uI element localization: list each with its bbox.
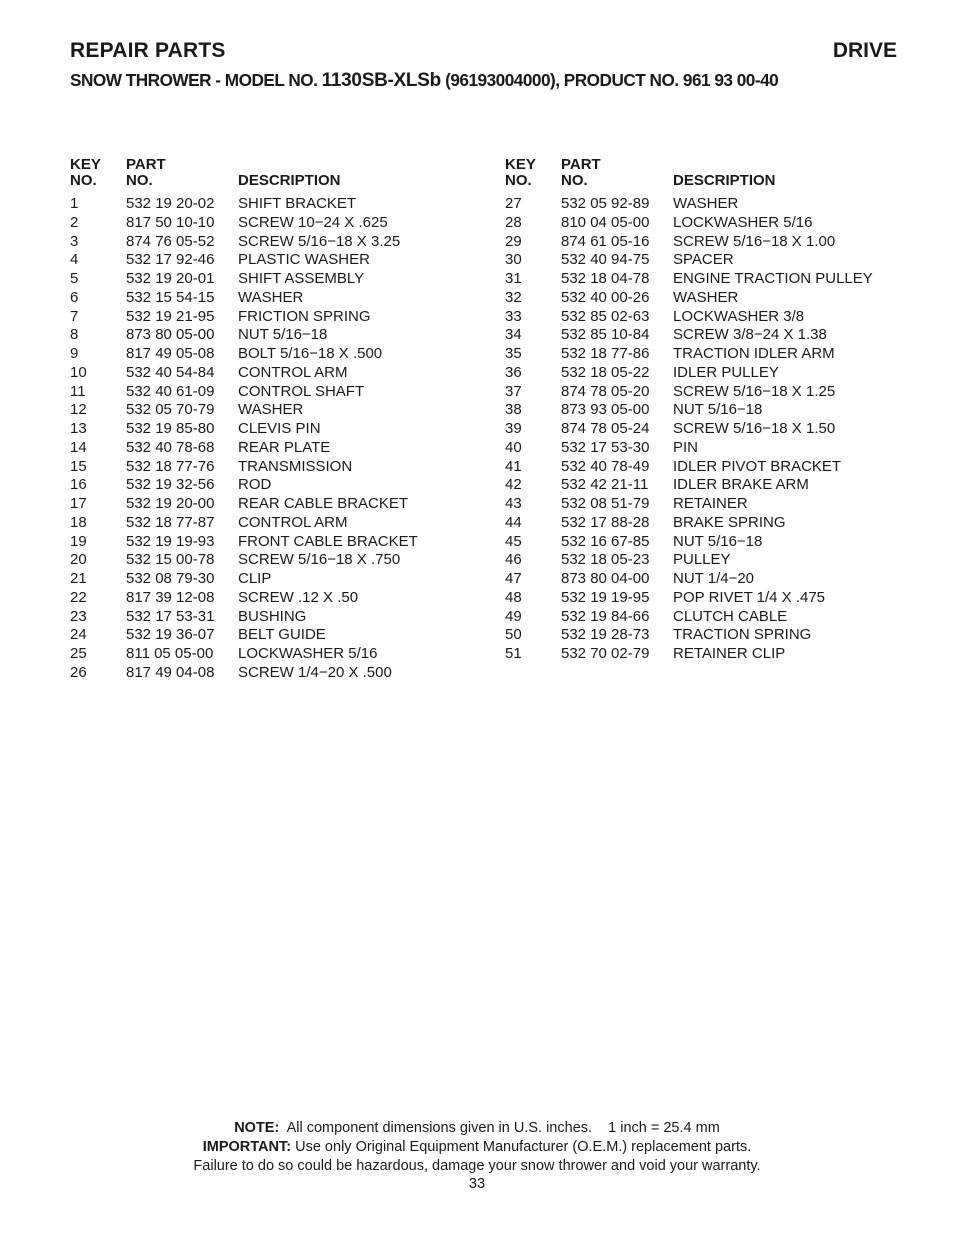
part-description: FRICTION SPRING (238, 307, 371, 325)
page-footer (0, 1119, 954, 1194)
part-description: RETAINER CLIP (673, 645, 786, 662)
part-description: LOCKWASHER 5/16 (673, 213, 813, 231)
part-number: 532 05 70-79 (126, 401, 215, 419)
part-number: 532 15 00-78 (126, 551, 215, 569)
key-number: 23 (70, 607, 87, 625)
part-description: IDLER PIVOT BRACKET (673, 457, 842, 475)
part-number: 532 19 20-00 (126, 495, 215, 512)
key-number: 17 (70, 495, 87, 512)
key-number: 20 (70, 551, 87, 569)
part-description: FRONT CABLE BRACKET (238, 532, 418, 550)
part-number: 532 17 53-30 (561, 438, 650, 456)
important-line: IMPORTANT: Use only Original Equipment Manufacturer (O.E.M.) replacement parts. (202, 1138, 752, 1155)
part-number: 532 18 04-78 (561, 270, 650, 287)
part-number: 873 80 04-00 (561, 570, 650, 587)
key-no-header: KEY NO. (505, 156, 536, 189)
key-number: 51 (505, 645, 522, 662)
part-number: 532 19 19-95 (561, 588, 650, 606)
key-number: 21 (70, 570, 87, 587)
model-number: 1130SB-XLSb (321, 70, 441, 91)
key-number: 5 (70, 270, 79, 287)
part-number: 532 18 05-22 (561, 363, 650, 381)
part-description: IDLER BRAKE ARM (673, 476, 809, 494)
part-number: 532 40 00-26 (561, 288, 650, 306)
part-description: ENGINE TRACTION PULLEY (673, 270, 873, 287)
part-number: 532 18 77-76 (126, 457, 215, 475)
part-number: 532 18 77-87 (126, 513, 215, 531)
part-description: CONTROL ARM (238, 363, 348, 381)
key-number: 37 (505, 382, 522, 400)
part-description: WASHER (238, 401, 304, 419)
part-number: 532 19 32-56 (126, 476, 215, 494)
key-number: 38 (505, 401, 522, 419)
part-description: LOCKWASHER 5/16 (238, 645, 378, 662)
part-number: 532 40 78-68 (126, 438, 215, 456)
part-number: 874 78 05-20 (561, 382, 650, 400)
part-description: WASHER (673, 288, 739, 306)
part-description: BUSHING (238, 607, 307, 625)
part-number: 532 40 78-49 (561, 457, 650, 475)
part-description: SCREW 1/4−20 X .500 (238, 663, 392, 681)
key-number: 33 (505, 307, 522, 325)
part-no-header: PART NO. (561, 156, 601, 189)
key-number: 49 (505, 607, 522, 625)
key-number: 36 (505, 363, 522, 381)
category-title: DRIVE (832, 39, 897, 62)
part-description: SHIFT BRACKET (238, 195, 357, 212)
part-description: TRANSMISSION (238, 457, 353, 475)
part-description: TRACTION SPRING (673, 626, 812, 644)
key-number: 7 (70, 307, 79, 325)
part-number: 532 18 05-23 (561, 551, 650, 569)
section-title: REPAIR PARTS (70, 39, 226, 62)
key-number: 43 (505, 495, 522, 512)
part-description: BELT GUIDE (238, 626, 326, 644)
part-number: 817 49 05-08 (126, 345, 215, 362)
part-description: ROD (238, 476, 272, 494)
part-description: BOLT 5/16−18 X .500 (238, 345, 383, 362)
part-description: IDLER PULLEY (673, 363, 779, 381)
model-subtitle (70, 70, 900, 92)
key-number: 11 (70, 382, 86, 400)
part-number: 532 19 19-93 (126, 532, 215, 550)
part-number: 811 05 05-00 (126, 645, 214, 662)
key-number: 39 (505, 420, 522, 437)
part-description: RETAINER (673, 495, 748, 512)
key-number: 47 (505, 570, 522, 587)
subtitle-prefix: SNOW THROWER - MODEL NO. (70, 70, 322, 90)
part-number: 817 49 04-08 (126, 663, 215, 681)
key-number: 34 (505, 326, 522, 344)
key-number: 46 (505, 551, 522, 569)
part-number: 873 80 05-00 (126, 326, 215, 344)
part-description: REAR PLATE (238, 438, 331, 456)
key-number: 19 (70, 532, 87, 550)
key-number: 45 (505, 532, 522, 550)
part-description: REAR CABLE BRACKET (238, 495, 409, 512)
part-description: SCREW 3/8−24 X 1.38 (673, 326, 827, 344)
key-number: 10 (70, 363, 87, 381)
part-description: WASHER (673, 195, 739, 212)
key-number: 40 (505, 438, 522, 456)
part-number: 532 08 79-30 (126, 570, 215, 587)
page-number: 33 (468, 1176, 486, 1193)
part-number: 532 05 92-89 (561, 195, 650, 212)
part-description: LOCKWASHER 3/8 (673, 307, 805, 325)
note-line: NOTE: All component dimensions given in U.S. inches. 1 inch = 25.4 mm (234, 1120, 720, 1136)
description-header: DESCRIPTION (238, 172, 341, 189)
part-number: 532 16 67-85 (561, 532, 650, 550)
part-description: SPACER (673, 251, 734, 269)
part-description: SCREW 5/16−18 X .750 (238, 551, 401, 569)
part-number: 817 50 10-10 (126, 213, 215, 231)
part-description: SHIFT ASSEMBLY (238, 270, 365, 287)
part-number: 532 19 28-73 (561, 626, 650, 644)
part-number: 532 42 21-11 (561, 476, 649, 494)
part-description: CONTROL SHAFT (238, 382, 365, 400)
part-number: 532 85 02-63 (561, 307, 650, 325)
key-number: 6 (70, 288, 79, 306)
part-description: CLIP (238, 570, 272, 587)
key-number: 27 (505, 195, 522, 212)
part-description: NUT 1/4−20 (673, 570, 755, 587)
part-number: 532 19 20-01 (126, 270, 215, 287)
key-number: 29 (505, 232, 522, 250)
part-number: 532 85 10-84 (561, 326, 650, 344)
part-number: 810 04 05-00 (561, 213, 650, 231)
part-number: 532 19 84-66 (561, 607, 650, 625)
part-description: CONTROL ARM (238, 513, 348, 531)
key-number: 18 (70, 513, 87, 531)
key-no-header: KEY NO. (70, 156, 101, 189)
part-number: 873 93 05-00 (561, 401, 650, 419)
part-number: 532 08 51-79 (561, 495, 650, 512)
key-number: 25 (70, 645, 87, 662)
part-number: 874 61 05-16 (561, 232, 650, 250)
key-number: 14 (70, 438, 87, 456)
part-no-header: PART NO. (126, 156, 166, 189)
key-number: 24 (70, 626, 87, 644)
part-description: SCREW .12 X .50 (238, 588, 359, 606)
key-number: 16 (70, 476, 87, 494)
part-number: 532 40 61-09 (126, 382, 215, 400)
description-header: DESCRIPTION (673, 172, 776, 189)
part-description: SCREW 5/16−18 X 3.25 (238, 232, 401, 250)
key-number: 22 (70, 588, 87, 606)
part-description: NUT 5/16−18 (673, 401, 763, 419)
part-description: PULLEY (673, 551, 731, 569)
key-number: 31 (505, 270, 522, 287)
part-number: 532 17 92-46 (126, 251, 215, 269)
part-description: POP RIVET 1/4 X .475 (673, 588, 826, 606)
key-number: 15 (70, 457, 87, 475)
key-number: 32 (505, 288, 522, 306)
part-number: 532 19 85-80 (126, 420, 215, 437)
part-number: 532 40 94-75 (561, 251, 650, 269)
key-number: 1 (70, 195, 79, 212)
key-number: 4 (70, 251, 79, 269)
part-description: NUT 5/16−18 (673, 532, 763, 550)
key-number: 28 (505, 213, 522, 231)
part-description: SCREW 10−24 X .625 (238, 213, 388, 231)
part-number: 532 17 53-31 (126, 607, 215, 625)
part-number: 532 70 02-79 (561, 645, 650, 662)
part-number: 874 76 05-52 (126, 232, 215, 250)
key-number: 30 (505, 251, 522, 269)
key-number: 3 (70, 232, 79, 250)
part-description: SCREW 5/16−18 X 1.00 (673, 232, 836, 250)
key-number: 44 (505, 513, 522, 531)
part-description: PIN (673, 438, 699, 456)
part-number: 532 17 88-28 (561, 513, 650, 531)
part-description: PLASTIC WASHER (238, 251, 370, 269)
key-number: 2 (70, 213, 79, 231)
part-number: 532 15 54-15 (126, 288, 215, 306)
key-number: 35 (505, 345, 522, 362)
subtitle-suffix: (96193004000), PRODUCT NO. 961 93 00-40 (440, 70, 779, 90)
part-description: CLEVIS PIN (238, 420, 321, 437)
key-number: 9 (70, 345, 79, 362)
key-number: 48 (505, 588, 522, 606)
part-description: WASHER (238, 288, 304, 306)
part-description: SCREW 5/16−18 X 1.25 (673, 382, 836, 400)
key-number: 42 (505, 476, 522, 494)
part-description: CLUTCH CABLE (673, 607, 788, 625)
warning-line: Failure to do so could be hazardous, damage your snow thrower and void your warranty. (193, 1157, 761, 1174)
part-number: 817 39 12-08 (126, 588, 215, 606)
part-number: 532 19 36-07 (126, 626, 215, 644)
part-number: 532 40 54-84 (126, 363, 215, 381)
part-number: 874 78 05-24 (561, 420, 650, 437)
key-number: 8 (70, 326, 79, 344)
part-description: NUT 5/16−18 (238, 326, 328, 344)
part-description: BRAKE SPRING (673, 513, 786, 531)
part-description: SCREW 5/16−18 X 1.50 (673, 420, 836, 437)
key-number: 41 (505, 457, 522, 475)
key-number: 13 (70, 420, 87, 437)
part-number: 532 18 77-86 (561, 345, 650, 362)
key-number: 50 (505, 626, 522, 644)
part-number: 532 19 20-02 (126, 195, 215, 212)
part-description: TRACTION IDLER ARM (673, 345, 835, 362)
part-number: 532 19 21-95 (126, 307, 215, 325)
key-number: 26 (70, 663, 87, 681)
key-number: 12 (70, 401, 87, 419)
